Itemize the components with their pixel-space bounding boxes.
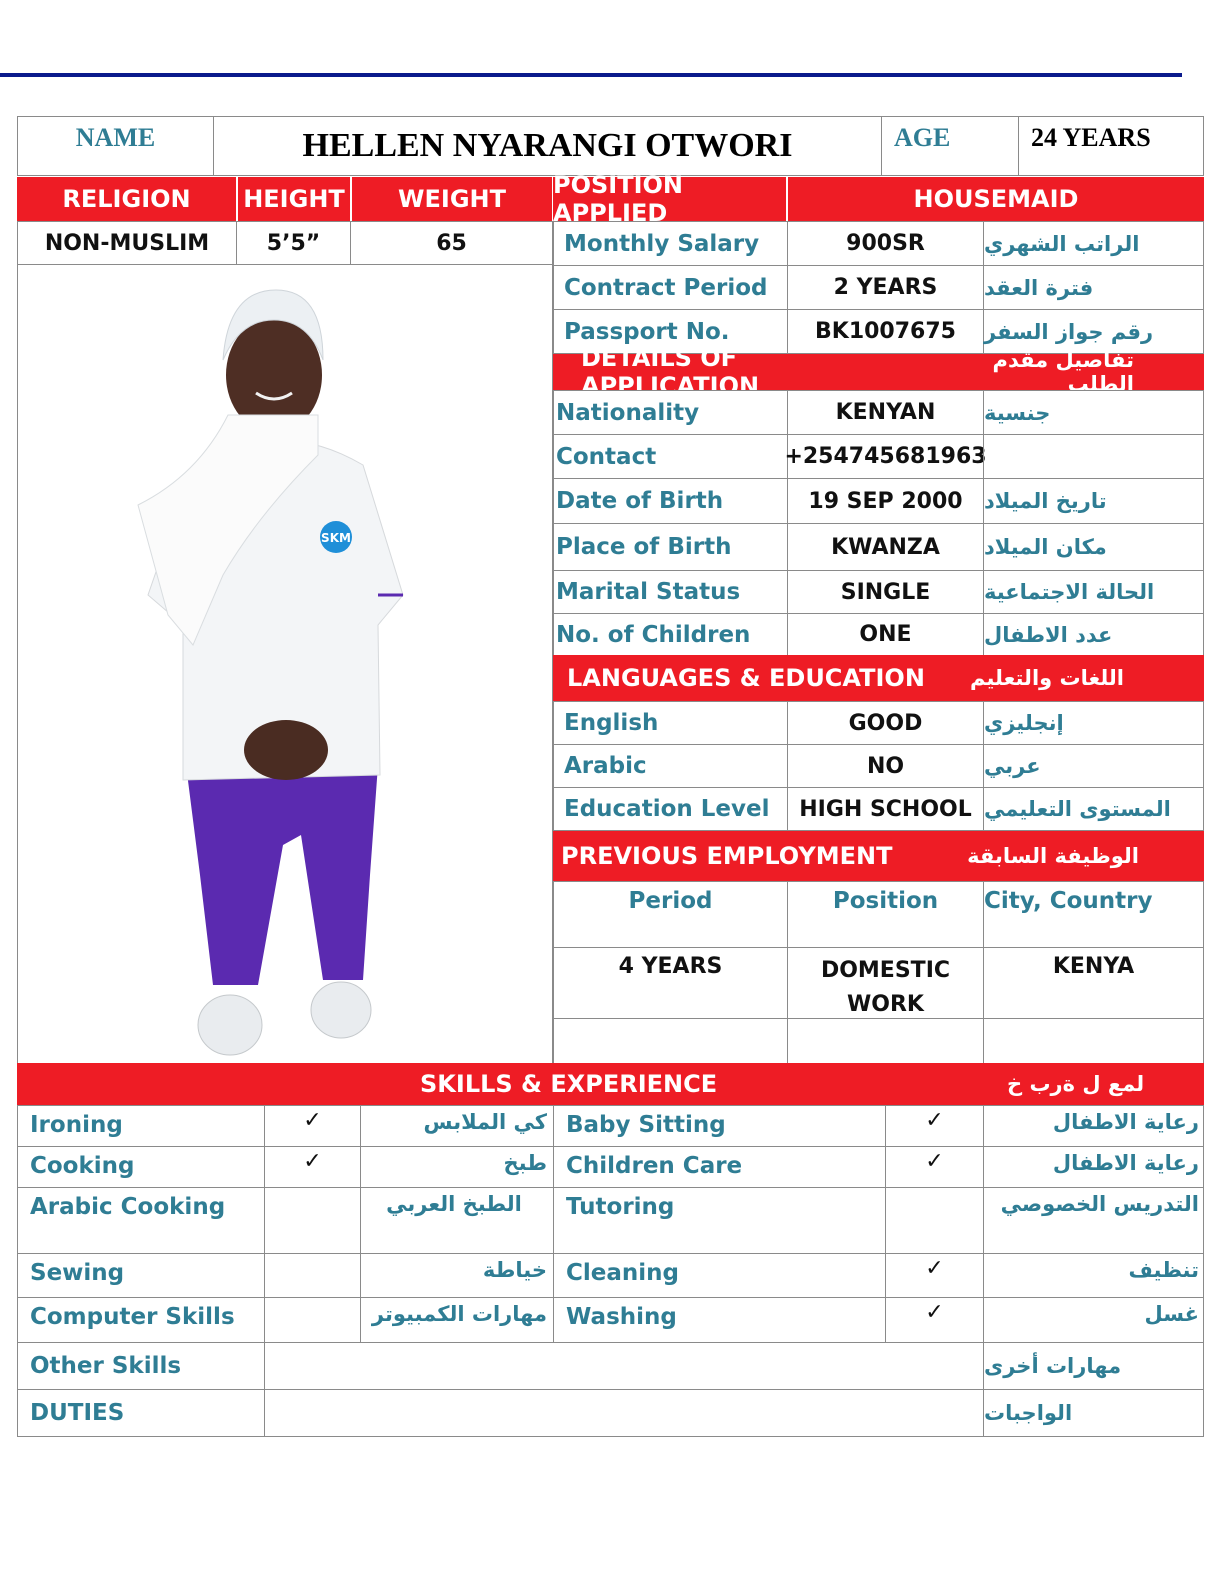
language-label: Education Level [553, 787, 788, 831]
details-value: +254745681963 [787, 434, 984, 479]
name-label: NAME [17, 116, 214, 176]
contract-value: 2 YEARS [787, 265, 984, 310]
weight-header: WEIGHT [351, 177, 552, 221]
contract-label-ar: فترة العقد [983, 265, 1204, 310]
contract-label-ar: الراتب الشهري [983, 221, 1204, 266]
prev-position-line1: DOMESTIC [820, 958, 951, 983]
skill-label: Tutoring [553, 1187, 886, 1254]
position-applied-header: POSITION APPLIED [553, 177, 786, 221]
language-label: Arabic [553, 744, 788, 788]
prev-position-value [787, 947, 984, 1019]
skill-label-ar: مهارات الكمبيوتر [360, 1297, 554, 1343]
skill-label-ar: غسل [983, 1297, 1204, 1343]
contract-value: 900SR [787, 221, 984, 266]
details-label: Date of Birth [553, 478, 788, 524]
skill-label: Sewing [17, 1253, 265, 1298]
details-value: KENYAN [787, 390, 984, 435]
skill-check-icon [264, 1253, 361, 1298]
details-label: Place of Birth [553, 523, 788, 571]
skill-label: Cooking [17, 1146, 265, 1188]
skill-label-ar: التدريس الخصوصي [983, 1187, 1204, 1254]
contract-label-ar: رقم جواز السفر [983, 309, 1204, 354]
details-value: SINGLE [787, 570, 984, 614]
prev-col-period: Period [553, 881, 788, 948]
skill-check-icon [885, 1187, 984, 1254]
prev-empty-cell [553, 1018, 788, 1064]
details-value: ONE [787, 613, 984, 656]
prev-empty-cell [787, 1018, 984, 1064]
duties-value [264, 1389, 984, 1437]
duties-ar: الواجبات [983, 1389, 1204, 1437]
skill-label: Arabic Cooking [17, 1187, 265, 1254]
weight-value: 65 [350, 221, 553, 265]
language-label-ar: إنجليزي [983, 701, 1204, 745]
religion-header: RELIGION [17, 177, 236, 221]
details-header-en: DETAILS OF APPLICATION [581, 344, 760, 400]
photo-frame [17, 264, 553, 1064]
other-skills-ar: مهارات أخرى [983, 1342, 1204, 1390]
details-of-application-header [553, 344, 1204, 400]
contract-label: Passport No. [553, 309, 788, 354]
skill-label-ar: الطبخ العربي [360, 1187, 554, 1254]
details-label: No. of Children [553, 613, 788, 656]
skill-check-icon: ✓ [264, 1146, 361, 1188]
prev-header-ar: الوظيفة السابقة [967, 844, 1139, 868]
prev-empty-cell [983, 1018, 1204, 1064]
skill-check-icon: ✓ [885, 1253, 984, 1298]
languages-header-en: LANGUAGES & EDUCATION [567, 664, 925, 692]
height-value: 5’5” [236, 221, 351, 265]
skill-check-icon [264, 1187, 361, 1254]
details-label-ar: عدد الاطفال [983, 613, 1204, 656]
language-label-ar: المستوى التعليمي [983, 787, 1204, 831]
skills-header-ar: لمع ل ةرب خ [1007, 1072, 1145, 1096]
other-skills-value [264, 1342, 984, 1390]
skills-experience-header [17, 1063, 1204, 1105]
skill-label-ar: تنظيف [983, 1253, 1204, 1298]
details-label-ar: مكان الميلاد [983, 523, 1204, 571]
skill-label: Ironing [17, 1105, 265, 1147]
skill-label-ar: كي الملابس [360, 1105, 554, 1147]
skill-label: Cleaning [553, 1253, 886, 1298]
skill-label: Washing [553, 1297, 886, 1343]
age-label: AGE [881, 116, 1019, 176]
skill-label: Computer Skills [17, 1297, 265, 1343]
details-value: KWANZA [787, 523, 984, 571]
duties-label: DUTIES [17, 1389, 265, 1437]
skills-header-en: SKILLS & EXPERIENCE [420, 1070, 718, 1098]
candidate-name: HELLEN NYARANGI OTWORI [213, 116, 882, 176]
language-label-ar: عربي [983, 744, 1204, 788]
languages-education-header [553, 655, 1204, 701]
details-label: Nationality [553, 390, 788, 435]
details-label-ar: الحالة الاجتماعية [983, 570, 1204, 614]
languages-header-ar: اللغات والتعليم [970, 666, 1124, 690]
prev-col-position: Position [787, 881, 984, 948]
age-value: 24 YEARS [1018, 116, 1204, 176]
language-value: GOOD [787, 701, 984, 745]
skill-label-ar: رعاية الاطفال [983, 1146, 1204, 1188]
skill-label-ar: رعاية الاطفال [983, 1105, 1204, 1147]
candidate-photo [18, 265, 552, 1063]
prev-city-value: KENYA [983, 947, 1204, 1019]
details-value: 19 SEP 2000 [787, 478, 984, 524]
skill-check-icon: ✓ [885, 1146, 984, 1188]
prev-col-city: City, Country [983, 881, 1204, 948]
prev-period-value: 4 YEARS [553, 947, 788, 1019]
religion-value: NON-MUSLIM [17, 221, 237, 265]
details-label-ar: تاريخ الميلاد [983, 478, 1204, 524]
details-label: Marital Status [553, 570, 788, 614]
details-header-ar: تفاصيل مقدم الطلب [992, 348, 1134, 396]
skill-check-icon: ✓ [264, 1105, 361, 1147]
skill-label: Children Care [553, 1146, 886, 1188]
details-label: Contact [553, 434, 788, 479]
previous-employment-header [553, 831, 1204, 881]
contract-label: Contract Period [553, 265, 788, 310]
position-applied-value: HOUSEMAID [787, 177, 1204, 221]
contract-value: BK1007675 [787, 309, 984, 354]
details-label-ar: جنسية [983, 390, 1204, 435]
skill-check-icon: ✓ [885, 1297, 984, 1343]
details-label-ar [983, 434, 1204, 479]
skill-check-icon [264, 1297, 361, 1343]
skill-label-ar: خياطة [360, 1253, 554, 1298]
prev-header-en: PREVIOUS EMPLOYMENT [561, 842, 893, 870]
language-value: NO [787, 744, 984, 788]
skill-label: Baby Sitting [553, 1105, 886, 1147]
other-skills-label: Other Skills [17, 1342, 265, 1390]
skill-check-icon: ✓ [885, 1105, 984, 1147]
skill-label-ar: طبخ [360, 1146, 554, 1188]
photo-badge-text: SKM [321, 531, 351, 545]
top-divider-line [0, 73, 1182, 77]
contract-label: Monthly Salary [553, 221, 788, 266]
language-value: HIGH SCHOOL [787, 787, 984, 831]
height-header: HEIGHT [237, 177, 350, 221]
prev-position-line2: WORK [847, 992, 924, 1017]
language-label: English [553, 701, 788, 745]
